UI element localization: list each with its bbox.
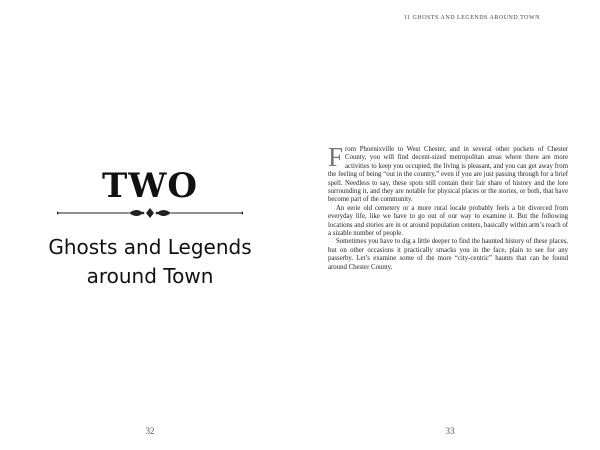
chapter-title [0,233,300,291]
chapter-number: TWO [101,166,199,206]
paragraph-2: An eerie old cemetery or a more rural locale probably feels a bit divorced from everyday life, like we have to go out of our way to examine it. But the following locations and stories are in or around population centers, basically within arm’s reach of a sizable number of people. [328,204,568,238]
paragraph-1 [328,142,568,205]
chapter-title-line-1: Ghosts and Legends [48,235,252,259]
ornament-divider-icon [57,206,243,220]
body-text [328,142,568,272]
page-number-right: 33 [445,426,455,436]
paragraph-3: Sometimes you have to dig a little deeper to find the haunted history of these places, but on other occasions it practically smacks you in the face, plain to see for any passerby. Let’s examine some of the more “city-centric” haunts that can be found around Chester County. [328,238,568,271]
drop-cap: F [328,142,344,172]
right-page [300,0,600,450]
running-head: 11 GHOSTS AND LEGENDS AROUND TOWN [403,15,540,21]
chapter-title-line-2: around Town [86,264,214,288]
page-number-left: 32 [145,426,155,436]
paragraph-1-text: rom Phoenixville to West Chester, and in several other pockets of Chester County, you will find decent-sized metropolitan areas where there are more activities to keep you occupied, the living is pleasant, and you can get away from the feeling of being “out in the country,” even if you are just passing through for a brief spell. Needless to say, these spots still contain their fair share of history and the lore surrounding it, and they are notable for physical places or the stories, or both, that have become part of the community. [328,146,568,204]
